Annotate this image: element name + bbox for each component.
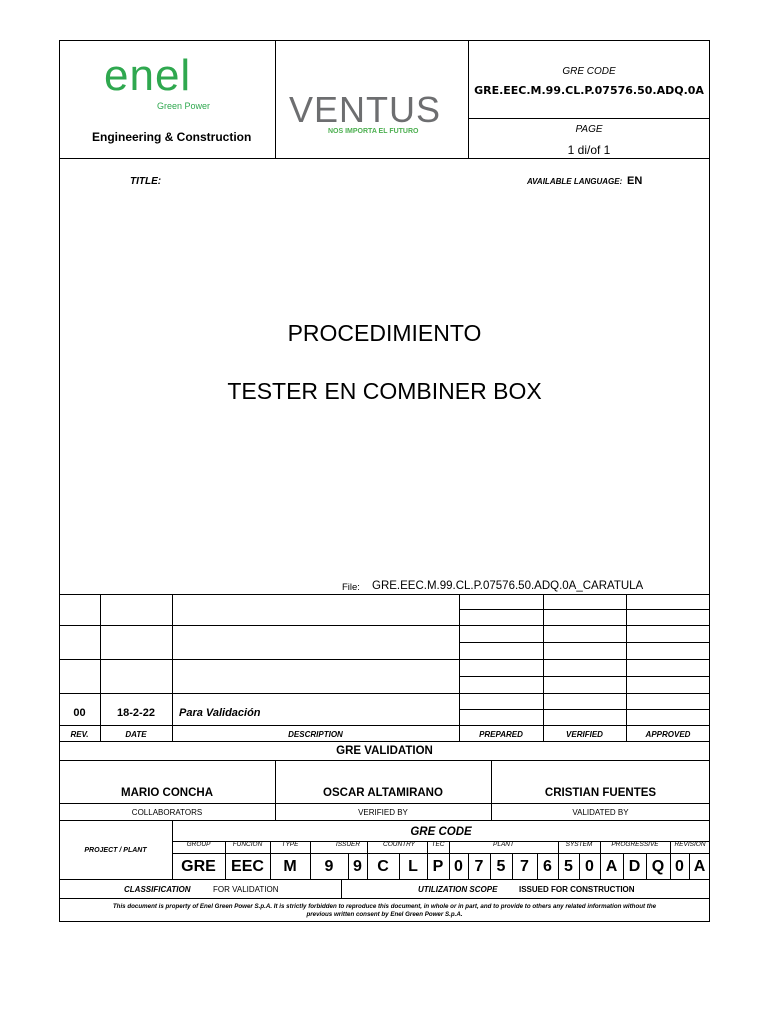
code-char: 9: [353, 858, 362, 875]
code-char: 0: [675, 858, 684, 875]
divider: [310, 841, 311, 879]
verified-header: VERIFIED: [566, 730, 603, 739]
divider: [59, 594, 710, 595]
page-title: PROCEDIMIENTO: [287, 320, 482, 346]
divider: [59, 760, 710, 761]
ventus-tagline: NOS IMPORTA EL FUTURO: [328, 128, 419, 135]
divider: [59, 879, 710, 880]
verified-role: VERIFIED BY: [358, 808, 408, 817]
divider: [427, 841, 428, 879]
code-char: 6: [543, 858, 552, 875]
code-char: 7: [474, 858, 484, 875]
language-value: EN: [627, 175, 643, 187]
divider: [558, 841, 559, 879]
utilization-scope-label: UTILIZATION SCOPE: [418, 885, 498, 894]
page-value: 1 di/of 1: [567, 143, 611, 157]
revision-date: 18-2-22: [117, 707, 155, 719]
enel-logo: [100, 50, 216, 120]
divider: [399, 853, 400, 879]
code-char: 9: [324, 858, 334, 875]
gre-code-value: GRE.EEC.M.99.CL.P.07576.50.ADQ.0A: [474, 84, 704, 97]
date-header: DATE: [125, 730, 147, 739]
country-label: COUNTRY: [383, 841, 415, 848]
code-char: 5: [564, 858, 573, 875]
divider: [59, 741, 710, 742]
utilization-scope-value: ISSUED FOR CONSTRUCTION: [519, 885, 635, 894]
validated-role: VALIDATED BY: [572, 808, 629, 817]
language-label: AVAILABLE LANGUAGE:: [527, 177, 623, 186]
revision-number: 00: [73, 707, 86, 719]
divider: [459, 642, 710, 643]
collaborators-role: COLLABORATORS: [131, 808, 203, 817]
funcion-label: FUNCION: [232, 841, 263, 848]
validator-name: CRISTIAN FUENTES: [544, 787, 657, 799]
divider: [172, 853, 710, 854]
revision-description: Para Validación: [179, 707, 261, 719]
issuer-label: ISSUER: [335, 841, 361, 848]
code-char: 0: [585, 858, 594, 875]
verifier-name: OSCAR ALTAMIRANO: [323, 787, 443, 799]
code-char: 0: [454, 858, 463, 875]
divider: [225, 841, 226, 879]
page-label: PAGE: [575, 124, 603, 135]
tec-label: TEC: [431, 841, 445, 848]
page-subtitle: TESTER EN COMBINER BOX: [227, 378, 542, 404]
code-char: 5: [496, 858, 506, 875]
file-name: GRE.EEC.M.99.CL.P.07576.50.ADQ.0A_CARATULA: [372, 580, 644, 592]
divider: [459, 676, 710, 677]
type-label: TYPE: [281, 841, 299, 848]
divider: [459, 609, 710, 610]
plant-label: PLANT: [493, 841, 514, 848]
divider: [59, 898, 710, 899]
divider: [367, 841, 368, 879]
divider: [59, 659, 710, 660]
divider: [689, 853, 690, 879]
description-header: DESCRIPTION: [288, 730, 343, 739]
divider: [468, 40, 469, 159]
gre-code-title: GRE CODE: [410, 826, 472, 838]
divider: [537, 853, 538, 879]
code-char: P: [432, 858, 444, 875]
prepared-header: PREPARED: [479, 730, 523, 739]
gre-code-label: GRE CODE: [562, 66, 616, 77]
code-char: EEC: [231, 858, 264, 875]
divider: [172, 594, 173, 741]
divider: [600, 841, 601, 879]
divider: [270, 841, 271, 879]
code-char: Q: [651, 858, 665, 875]
progressive-label: PROGRESSIVE: [611, 841, 659, 848]
divider: [468, 853, 469, 879]
enel-logo-subtitle: Green Power: [157, 101, 211, 111]
revision-label: REVISION: [674, 841, 706, 848]
code-char: GRE: [181, 858, 216, 875]
divider: [512, 853, 513, 879]
divider: [670, 841, 671, 879]
divider: [59, 803, 710, 804]
code-char: M: [283, 858, 297, 875]
divider: [59, 625, 710, 626]
ventus-logo: [288, 90, 458, 140]
divider: [348, 853, 349, 879]
divider: [468, 118, 710, 119]
rev-header: REV.: [70, 730, 89, 739]
divider: [341, 879, 342, 898]
divider: [626, 594, 627, 741]
divider: [59, 820, 710, 821]
divider: [543, 594, 544, 741]
code-char: D: [628, 858, 641, 875]
ventus-logo-wordmark: VENTUS: [289, 89, 442, 130]
classification-label: CLASSIFICATION: [124, 885, 191, 894]
code-char: A: [605, 858, 618, 875]
divider: [59, 158, 710, 159]
divider: [59, 725, 710, 726]
disclaimer-line-2: previous written consent by Enel Green Power S.p.A.: [306, 911, 463, 918]
code-char: 7: [520, 858, 529, 875]
file-label: File:: [342, 582, 360, 593]
code-char: L: [408, 858, 418, 875]
divider: [59, 693, 710, 694]
title-label: TITLE:: [130, 176, 162, 187]
company-division: Engineering & Construction: [92, 130, 252, 144]
divider: [275, 40, 276, 159]
disclaimer-line-1: This document is property of Enel Green Power S.p.A. It is strictly forbidden to reproduce this document, in whole or in part, and to provide to others any related information without the: [112, 903, 657, 910]
enel-logo-wordmark: enel: [104, 51, 192, 100]
group-label: GROUP: [186, 841, 211, 848]
validation-title: GRE VALIDATION: [336, 745, 433, 757]
divider: [459, 709, 710, 710]
code-char: C: [377, 858, 389, 875]
divider: [623, 853, 624, 879]
system-label: SYSTEM: [565, 841, 593, 848]
divider: [646, 853, 647, 879]
divider: [490, 853, 491, 879]
code-char: A: [693, 858, 706, 875]
classification-value: FOR VALIDATION: [213, 885, 279, 894]
divider: [449, 841, 450, 879]
divider: [459, 594, 460, 741]
project-plant-label: PROJECT / PLANT: [84, 847, 147, 854]
divider: [579, 853, 580, 879]
collaborator-name: MARIO CONCHA: [121, 787, 213, 799]
approved-header: APPROVED: [645, 730, 691, 739]
